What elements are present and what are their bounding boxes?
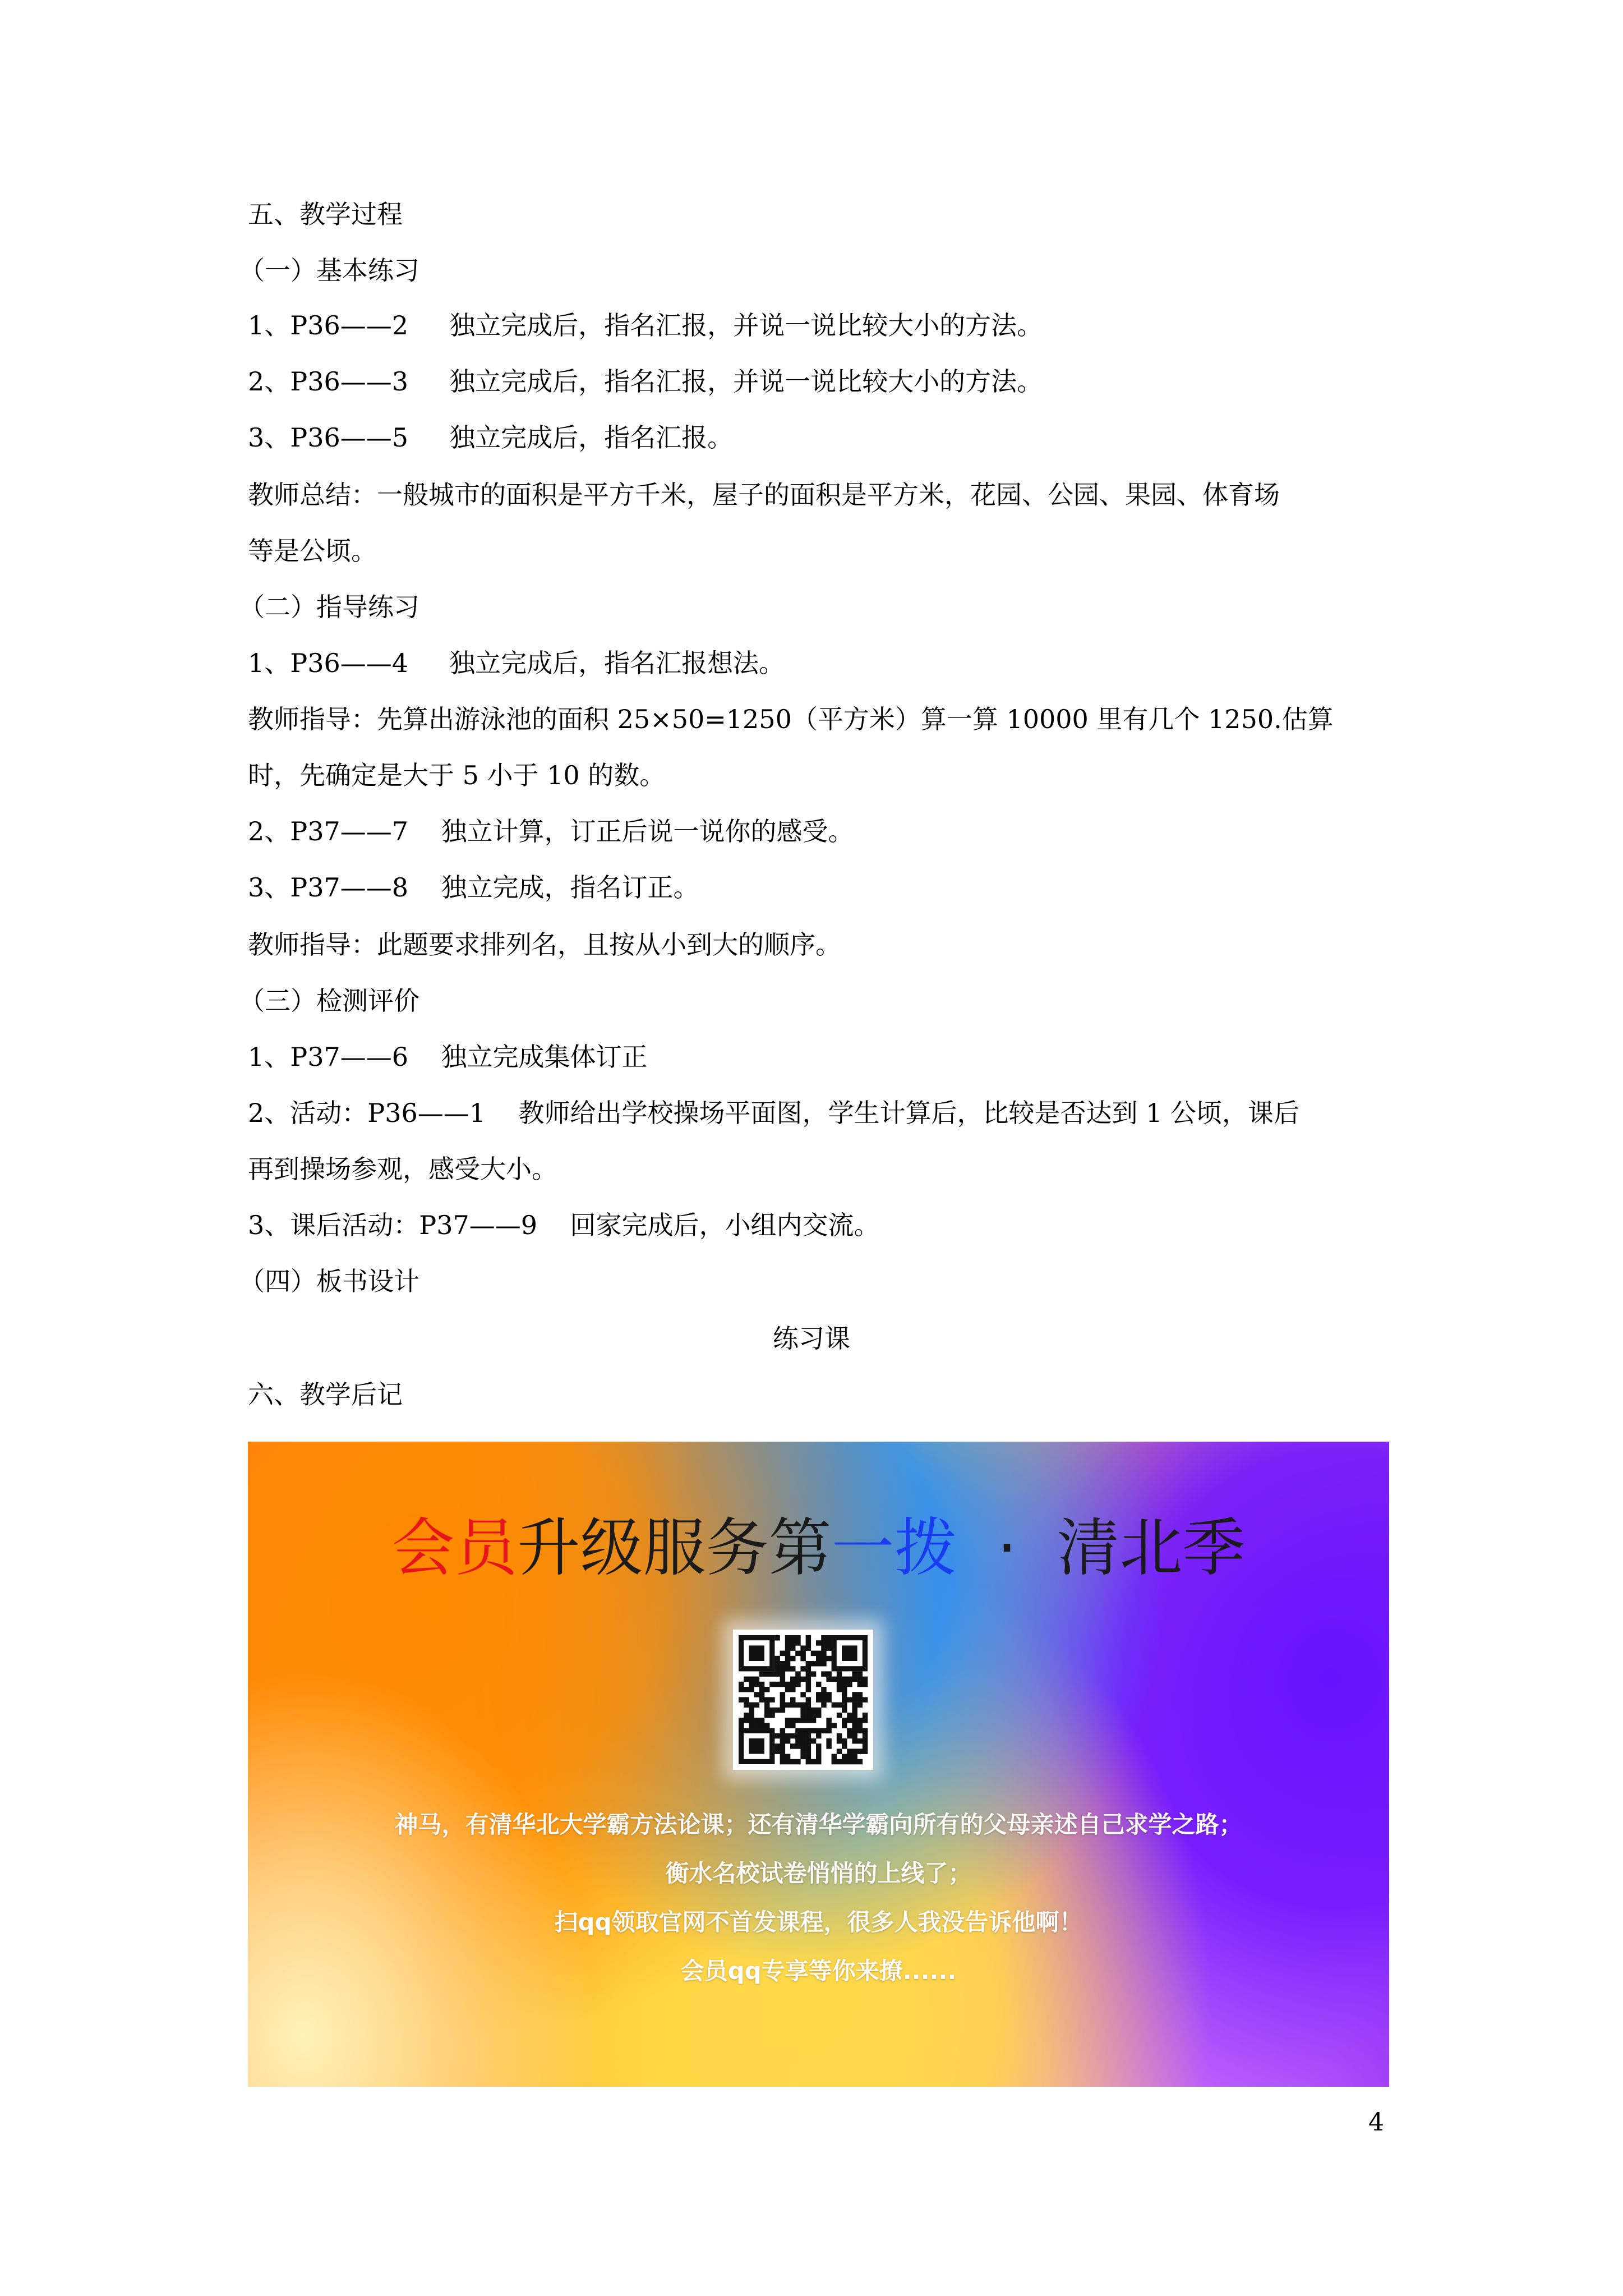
promo-banner[interactable] bbox=[248, 1442, 1389, 2087]
exercise-line: 2、P36——3 独立完成后，指名汇报，并说一说比较大小的方法。 bbox=[248, 366, 1043, 397]
section-heading-teaching-notes: 六、教学后记 bbox=[248, 1379, 403, 1410]
promo-line: 衡水名校试卷悄悄的上线了； bbox=[665, 1860, 972, 1887]
teacher-guidance-line: 时，先确定是大于 5 小于 10 的数。 bbox=[248, 760, 666, 790]
exercise-line: 3、P37——8 独立完成，指名订正。 bbox=[248, 872, 699, 903]
banner-title-part-member: 会员 bbox=[391, 1512, 518, 1585]
promo-line: 扫qq领取官网不首发课程，很多人我没告诉他啊！ bbox=[554, 1908, 1083, 1936]
exercise-line: 2、P37——7 独立计算，订正后说一说你的感受。 bbox=[248, 816, 854, 846]
banner-title-part-separator: · bbox=[957, 1512, 1057, 1585]
subsection-heading-assessment: （三）检测评价 bbox=[239, 986, 419, 1016]
qr-code-icon[interactable] bbox=[733, 1630, 873, 1770]
activity-line: 3、课后活动：P37——9 回家完成后，小组内交流。 bbox=[248, 1210, 880, 1240]
teacher-guidance-line: 教师指导：先算出游泳池的面积 25×50=1250（平方米）算一算 10000 里有几个 1250.估算 bbox=[248, 704, 1334, 734]
teacher-guidance-line: 教师指导：此题要求排列名，且按从小到大的顺序。 bbox=[248, 930, 841, 960]
banner-title-part-first-wave: 一拨 bbox=[831, 1512, 957, 1585]
activity-line: 2、活动：P36——1 教师给出学校操场平面图，学生计算后，比较是否达到 1 公顷，课后 bbox=[248, 1098, 1300, 1128]
promo-line: 会员qq专享等你来撩...... bbox=[680, 1957, 957, 1985]
exercise-line: 1、P37——6 独立完成集体订正 bbox=[248, 1042, 648, 1072]
exercise-line: 1、P36——4 独立完成后，指名汇报想法。 bbox=[248, 648, 785, 678]
board-design-title: 练习课 bbox=[773, 1323, 850, 1354]
banner-title bbox=[248, 1509, 1389, 1588]
section-heading-teaching-process: 五、教学过程 bbox=[248, 199, 403, 229]
exercise-line: 3、P36——5 独立完成后，指名汇报。 bbox=[248, 422, 734, 453]
subsection-heading-board-design: （四）板书设计 bbox=[239, 1266, 419, 1296]
banner-title-part-upgrade: 升级服务第 bbox=[517, 1512, 832, 1585]
subsection-heading-basic-practice: （一）基本练习 bbox=[239, 255, 419, 286]
banner-title-part-season: 清北季 bbox=[1057, 1512, 1246, 1585]
qr-code-graphic bbox=[733, 1630, 873, 1770]
activity-line: 再到操场参观，感受大小。 bbox=[248, 1154, 557, 1184]
page-number: 4 bbox=[1368, 2108, 1384, 2137]
subsection-heading-guided-practice: （二）指导练习 bbox=[239, 592, 419, 622]
promo-line: 神马，有清华北大学霸方法论课；还有清华学霸向所有的父母亲述自己求学之路； bbox=[394, 1811, 1243, 1838]
exercise-line: 1、P36——2 独立完成后，指名汇报，并说一说比较大小的方法。 bbox=[248, 310, 1043, 341]
teacher-summary-line: 等是公顷。 bbox=[248, 536, 377, 566]
teacher-summary-line: 教师总结：一般城市的面积是平方千米，屋子的面积是平方米，花园、公园、果园、体育场 bbox=[248, 480, 1280, 510]
